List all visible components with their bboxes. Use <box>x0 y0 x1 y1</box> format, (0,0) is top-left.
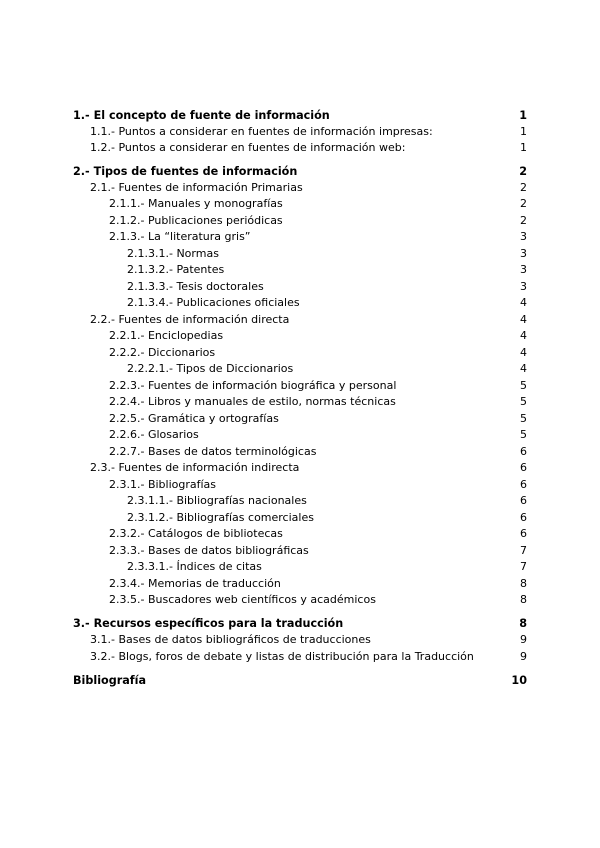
toc-page-number: 3 <box>520 280 527 293</box>
toc-page-number: 3 <box>520 263 527 276</box>
toc-entry[interactable] <box>109 427 527 443</box>
toc-entry-label: 2.2.5.- Gramática y ortografías <box>109 412 279 425</box>
toc-page-number: 4 <box>520 313 527 326</box>
toc-page-number: 4 <box>520 346 527 359</box>
toc-chapter-entry[interactable] <box>73 108 527 124</box>
toc-entry[interactable] <box>127 493 527 509</box>
toc-entry-label: Bibliografía <box>73 674 147 687</box>
toc-entry[interactable] <box>109 378 527 394</box>
toc-page-number: 1 <box>520 141 527 154</box>
toc-page-number: 6 <box>520 511 527 524</box>
toc-entry-label: 2.2.3.- Fuentes de información biográfica y personal <box>109 379 397 392</box>
toc-entry[interactable] <box>127 279 527 295</box>
toc-entry-label: 2.1.3.3.- Tesis doctorales <box>127 280 264 293</box>
toc-page-number: 8 <box>520 593 527 606</box>
toc-entry-label: 2.1.2.- Publicaciones periódicas <box>109 214 283 227</box>
toc-entry[interactable] <box>109 196 527 212</box>
toc-entry[interactable] <box>127 246 527 262</box>
toc-page-number: 7 <box>520 560 527 573</box>
toc-entry[interactable] <box>109 213 527 229</box>
toc-page-number: 8 <box>520 577 527 590</box>
toc-entry-label: 2.2.1.- Enciclopedias <box>109 329 224 342</box>
toc-page-number: 4 <box>520 362 527 375</box>
toc-entry-label: 3.- Recursos específicos para la traducción <box>73 617 344 630</box>
toc-entry-label: 2.1.3.1.- Normas <box>127 247 219 260</box>
toc-entry-label: 1.2.- Puntos a considerar en fuentes de información web: <box>90 141 406 154</box>
toc-entry[interactable] <box>109 543 527 559</box>
toc-page-number: 6 <box>520 494 527 507</box>
toc-entry[interactable] <box>90 460 527 476</box>
toc-entry[interactable] <box>90 124 527 140</box>
toc-entry-label: 2.3.4.- Memorias de traducción <box>109 577 281 590</box>
toc-entry-label: 2.1.- Fuentes de información Primarias <box>90 181 303 194</box>
toc-entry-label: 3.1.- Bases de datos bibliográficos de traducciones <box>90 633 371 646</box>
toc-page-number: 2 <box>520 197 527 210</box>
toc-chapter-entry[interactable] <box>73 673 527 689</box>
toc-entry-label: 1.- El concepto de fuente de información <box>73 109 330 122</box>
toc-entry[interactable] <box>90 140 527 156</box>
toc-entry-label: 2.1.3.- La “literatura gris” <box>109 230 251 243</box>
toc-page-number: 7 <box>520 544 527 557</box>
toc-entry[interactable] <box>109 444 527 460</box>
toc-entry[interactable] <box>109 411 527 427</box>
toc-page-number: 8 <box>519 617 527 630</box>
toc-chapter-entry[interactable] <box>73 164 527 180</box>
toc-page-number: 5 <box>520 428 527 441</box>
toc-entry-label: 2.- Tipos de fuentes de información <box>73 165 298 178</box>
toc-entry-label: 2.3.1.1.- Bibliografías nacionales <box>127 494 307 507</box>
toc-entry[interactable] <box>127 510 527 526</box>
toc-entry-label: 2.3.3.1.- Índices de citas <box>127 560 262 573</box>
toc-entry-label: 3.2.- Blogs, foros de debate y listas de distribución para la Traducción <box>90 650 474 663</box>
toc-entry[interactable] <box>90 632 527 648</box>
toc-page-number: 5 <box>520 379 527 392</box>
toc-chapter-entry[interactable] <box>73 616 527 632</box>
toc-page-number: 1 <box>519 109 527 122</box>
toc-page-number: 3 <box>520 247 527 260</box>
toc-entry[interactable] <box>90 180 527 196</box>
toc-page-number: 6 <box>520 461 527 474</box>
toc-entry-label: 2.3.1.- Bibliografías <box>109 478 217 491</box>
toc-entry[interactable] <box>127 559 527 575</box>
toc-entry-label: 2.2.7.- Bases de datos terminológicas <box>109 445 317 458</box>
toc-entry[interactable] <box>127 262 527 278</box>
toc-page-number: 6 <box>520 478 527 491</box>
toc-entry[interactable] <box>109 328 527 344</box>
toc-entry[interactable] <box>109 345 527 361</box>
toc-page-number: 4 <box>520 329 527 342</box>
toc-entry[interactable] <box>109 526 527 542</box>
toc-page-number: 6 <box>520 527 527 540</box>
toc-page-number: 1 <box>520 125 527 138</box>
toc-entry[interactable] <box>109 477 527 493</box>
toc-page-number: 5 <box>520 395 527 408</box>
toc-page-number: 10 <box>511 674 527 687</box>
toc-entry[interactable] <box>127 361 527 377</box>
toc-entry-label: 2.2.- Fuentes de información directa <box>90 313 290 326</box>
toc-entry[interactable] <box>109 394 527 410</box>
toc-entry-label: 2.1.3.4.- Publicaciones oficiales <box>127 296 300 309</box>
toc-entry[interactable] <box>127 295 527 311</box>
toc-entry-label: 2.3.3.- Bases de datos bibliográficas <box>109 544 309 557</box>
toc-page-number: 9 <box>520 650 527 663</box>
toc-entry[interactable] <box>109 576 527 592</box>
toc-entry-label: 2.2.4.- Libros y manuales de estilo, normas técnicas <box>109 395 396 408</box>
toc-entry[interactable] <box>90 649 527 665</box>
toc-entry-label: 2.1.3.2.- Patentes <box>127 263 225 276</box>
toc-page-number: 2 <box>520 214 527 227</box>
toc-page-number: 2 <box>520 181 527 194</box>
toc-entry-label: 2.3.- Fuentes de información indirecta <box>90 461 300 474</box>
toc-entry-label: 2.1.1.- Manuales y monografías <box>109 197 283 210</box>
toc-entry-label: 2.2.2.1.- Tipos de Diccionarios <box>127 362 294 375</box>
toc-page-number: 4 <box>520 296 527 309</box>
toc-page-number: 3 <box>520 230 527 243</box>
toc-entry-label: 1.1.- Puntos a considerar en fuentes de información impresas: <box>90 125 433 138</box>
toc-entry-label: 2.3.1.2.- Bibliografías comerciales <box>127 511 314 524</box>
toc-entry-label: 2.3.2.- Catálogos de bibliotecas <box>109 527 283 540</box>
toc-entry[interactable] <box>90 312 527 328</box>
toc-page-number: 9 <box>520 633 527 646</box>
toc-page-number: 5 <box>520 412 527 425</box>
toc-entry-label: 2.3.5.- Buscadores web científicos y académicos <box>109 593 376 606</box>
toc-entry-label: 2.2.2.- Diccionarios <box>109 346 216 359</box>
toc-entry[interactable] <box>109 229 527 245</box>
toc-entry-label: 2.2.6.- Glosarios <box>109 428 199 441</box>
toc-page-number: 2 <box>519 165 527 178</box>
toc-page-number: 6 <box>520 445 527 458</box>
toc-entry[interactable] <box>109 592 527 608</box>
